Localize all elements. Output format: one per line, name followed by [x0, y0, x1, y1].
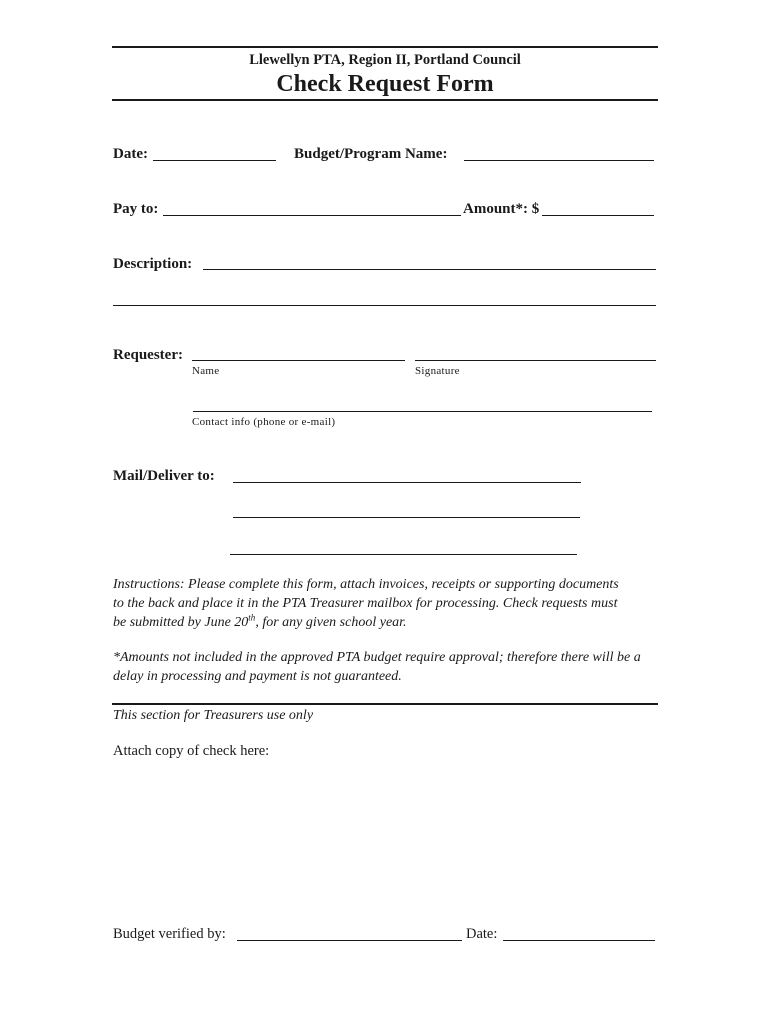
- name-caption: Name: [192, 365, 220, 377]
- description-field-line-1[interactable]: [203, 269, 656, 270]
- check-attachment-area[interactable]: [113, 765, 656, 915]
- contact-info-field[interactable]: [193, 411, 652, 412]
- budget-verified-label: Budget verified by:: [113, 926, 226, 942]
- mail-deliver-field-line-1[interactable]: [233, 482, 581, 483]
- header-bottom-rule: [112, 99, 658, 101]
- requester-label: Requester:: [113, 347, 183, 363]
- attach-check-label: Attach copy of check here:: [113, 743, 270, 759]
- date-label: Date:: [113, 146, 148, 162]
- page-title: Check Request Form: [276, 71, 494, 97]
- amounts-note: *Amounts not included in the approved PTA budget require approval; therefore there will be a delay in processing and payment is not guaranteed.: [113, 650, 641, 684]
- mail-deliver-field-line-3[interactable]: [230, 554, 577, 555]
- pay-to-label: Pay to:: [113, 201, 159, 217]
- treasurer-section-rule: [112, 703, 658, 705]
- signature-caption: Signature: [415, 365, 460, 377]
- treasurer-section-note: This section for Treasurers use only: [113, 708, 314, 723]
- treasurer-date-label: Date:: [466, 926, 498, 942]
- budget-program-label: Budget/Program Name:: [294, 146, 448, 162]
- amount-label: Amount*: $: [463, 201, 540, 217]
- amount-field[interactable]: [542, 215, 654, 216]
- description-label: Description:: [113, 256, 193, 272]
- contact-info-caption: Contact info (phone or e-mail): [192, 416, 336, 428]
- pay-to-field[interactable]: [163, 215, 461, 216]
- treasurer-date-field[interactable]: [503, 940, 655, 941]
- requester-name-field[interactable]: [192, 360, 405, 361]
- description-field-line-2[interactable]: [113, 305, 656, 306]
- organization-name: Llewellyn PTA, Region II, Portland Council: [249, 52, 521, 68]
- header-top-rule: [112, 46, 658, 48]
- mail-deliver-field-line-2[interactable]: [233, 517, 580, 518]
- budget-verified-field[interactable]: [237, 940, 462, 941]
- requester-signature-field[interactable]: [415, 360, 656, 361]
- budget-program-field[interactable]: [464, 160, 654, 161]
- instructions-text: Instructions: Please complete this form, attach invoices, receipts or supporting documents to the back and place it in the PTA Treasurer mailbox for processing. Check requests must be submitted by June 20th, for any given school year.: [113, 577, 619, 630]
- mail-deliver-label: Mail/Deliver to:: [113, 468, 215, 484]
- date-field[interactable]: [153, 160, 276, 161]
